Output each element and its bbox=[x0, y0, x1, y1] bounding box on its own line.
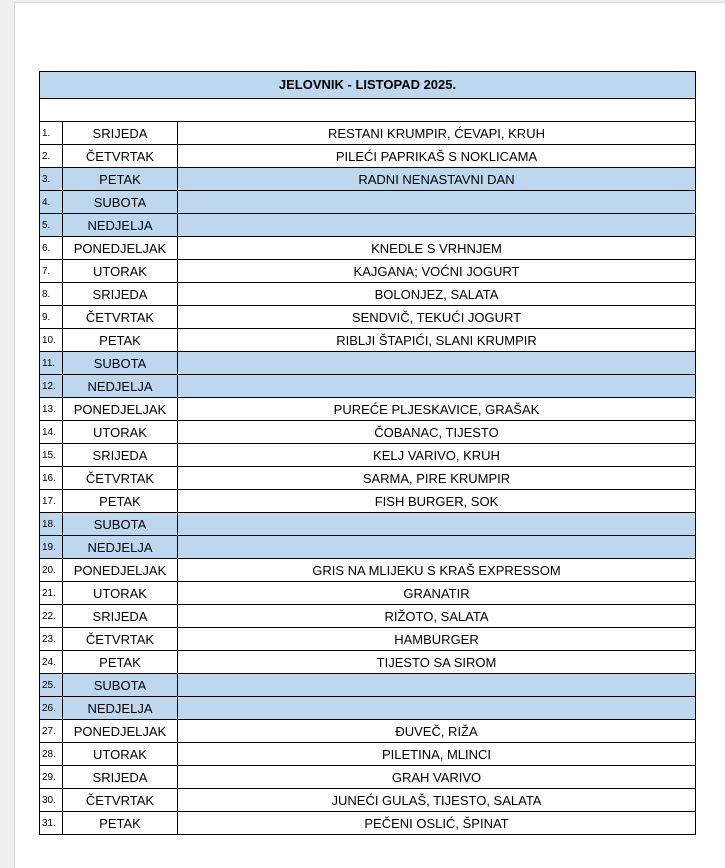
weekday: SRIJEDA bbox=[63, 122, 178, 145]
weekday: PETAK bbox=[63, 812, 178, 835]
day-number: 22. bbox=[40, 605, 63, 628]
meal: RESTANI KRUMPIR, ĆEVAPI, KRUH bbox=[178, 122, 696, 145]
weekday: SRIJEDA bbox=[63, 283, 178, 306]
day-number: 26. bbox=[40, 697, 63, 720]
day-number: 23. bbox=[40, 628, 63, 651]
weekday: PETAK bbox=[63, 651, 178, 674]
menu-row bbox=[40, 237, 696, 260]
menu-row bbox=[40, 329, 696, 352]
day-number: 13. bbox=[40, 398, 63, 421]
day-number: 3. bbox=[40, 168, 63, 191]
meal: GRANATIR bbox=[178, 582, 696, 605]
meal: PUREĆE PLJESKAVICE, GRAŠAK bbox=[178, 398, 696, 421]
day-number: 19. bbox=[40, 536, 63, 559]
menu-row bbox=[40, 306, 696, 329]
meal bbox=[178, 536, 696, 559]
day-number: 29. bbox=[40, 766, 63, 789]
day-number: 28. bbox=[40, 743, 63, 766]
weekday: NEDJELJA bbox=[63, 375, 178, 398]
menu-row bbox=[40, 651, 696, 674]
weekday: SRIJEDA bbox=[63, 766, 178, 789]
menu-row bbox=[40, 191, 696, 214]
weekday: PONEDJELJAK bbox=[63, 720, 178, 743]
menu-row bbox=[40, 421, 696, 444]
weekday: PETAK bbox=[63, 329, 178, 352]
menu-row bbox=[40, 789, 696, 812]
day-number: 24. bbox=[40, 651, 63, 674]
menu-row bbox=[40, 214, 696, 237]
weekday: SUBOTA bbox=[63, 191, 178, 214]
day-number: 17. bbox=[40, 490, 63, 513]
meal: BOLONJEZ, SALATA bbox=[178, 283, 696, 306]
meal: GRIS NA MLIJEKU S KRAŠ EXPRESSOM bbox=[178, 559, 696, 582]
meal: PILEĆI PAPRIKAŠ S NOKLICAMA bbox=[178, 145, 696, 168]
weekday: SUBOTA bbox=[63, 513, 178, 536]
weekday: ČETVRTAK bbox=[63, 789, 178, 812]
day-number: 14. bbox=[40, 421, 63, 444]
menu-row bbox=[40, 398, 696, 421]
meal: RIŽOTO, SALATA bbox=[178, 605, 696, 628]
weekday: PONEDJELJAK bbox=[63, 559, 178, 582]
weekday: SUBOTA bbox=[63, 674, 178, 697]
meal: PEČENI OSLIĆ, ŠPINAT bbox=[178, 812, 696, 835]
meal bbox=[178, 513, 696, 536]
day-number: 6. bbox=[40, 237, 63, 260]
weekday: NEDJELJA bbox=[63, 697, 178, 720]
meal: HAMBURGER bbox=[178, 628, 696, 651]
meal: RADNI NENASTAVNI DAN bbox=[178, 168, 696, 191]
day-number: 4. bbox=[40, 191, 63, 214]
day-number: 21. bbox=[40, 582, 63, 605]
menu-table bbox=[39, 71, 696, 835]
menu-row bbox=[40, 766, 696, 789]
menu-row bbox=[40, 536, 696, 559]
day-number: 2. bbox=[40, 145, 63, 168]
document-page bbox=[14, 2, 725, 868]
meal bbox=[178, 375, 696, 398]
weekday: UTORAK bbox=[63, 260, 178, 283]
day-number: 5. bbox=[40, 214, 63, 237]
weekday: PETAK bbox=[63, 490, 178, 513]
menu-row bbox=[40, 168, 696, 191]
day-number: 11. bbox=[40, 352, 63, 375]
weekday: UTORAK bbox=[63, 582, 178, 605]
meal bbox=[178, 697, 696, 720]
menu-row bbox=[40, 513, 696, 536]
weekday: PONEDJELJAK bbox=[63, 237, 178, 260]
menu-row bbox=[40, 467, 696, 490]
menu-row bbox=[40, 812, 696, 835]
menu-title: JELOVNIK - LISTOPAD 2025. bbox=[40, 72, 696, 99]
menu-row bbox=[40, 490, 696, 513]
day-number: 10. bbox=[40, 329, 63, 352]
weekday: ČETVRTAK bbox=[63, 628, 178, 651]
menu-row bbox=[40, 674, 696, 697]
meal: SENDVIČ, TEKUĆI JOGURT bbox=[178, 306, 696, 329]
menu-row bbox=[40, 352, 696, 375]
menu-row bbox=[40, 582, 696, 605]
menu-row bbox=[40, 122, 696, 145]
weekday: NEDJELJA bbox=[63, 214, 178, 237]
menu-row bbox=[40, 697, 696, 720]
day-number: 12. bbox=[40, 375, 63, 398]
menu-row bbox=[40, 743, 696, 766]
meal: FISH BURGER, SOK bbox=[178, 490, 696, 513]
weekday: PETAK bbox=[63, 168, 178, 191]
weekday: ČETVRTAK bbox=[63, 306, 178, 329]
menu-row bbox=[40, 260, 696, 283]
day-number: 20. bbox=[40, 559, 63, 582]
day-number: 16. bbox=[40, 467, 63, 490]
menu-row bbox=[40, 720, 696, 743]
weekday: SRIJEDA bbox=[63, 605, 178, 628]
weekday: SRIJEDA bbox=[63, 444, 178, 467]
meal: JUNEĆI GULAŠ, TIJESTO, SALATA bbox=[178, 789, 696, 812]
day-number: 18. bbox=[40, 513, 63, 536]
menu-row bbox=[40, 145, 696, 168]
menu-row bbox=[40, 559, 696, 582]
weekday: UTORAK bbox=[63, 743, 178, 766]
day-number: 31. bbox=[40, 812, 63, 835]
menu-row bbox=[40, 283, 696, 306]
weekday: SUBOTA bbox=[63, 352, 178, 375]
meal: GRAH VARIVO bbox=[178, 766, 696, 789]
weekday: ČETVRTAK bbox=[63, 145, 178, 168]
meal: SARMA, PIRE KRUMPIR bbox=[178, 467, 696, 490]
day-number: 9. bbox=[40, 306, 63, 329]
meal: KELJ VARIVO, KRUH bbox=[178, 444, 696, 467]
day-number: 15. bbox=[40, 444, 63, 467]
blank-row bbox=[40, 99, 696, 122]
meal: KNEDLE S VRHNJEM bbox=[178, 237, 696, 260]
day-number: 27. bbox=[40, 720, 63, 743]
meal: TIJESTO SA SIROM bbox=[178, 651, 696, 674]
weekday: NEDJELJA bbox=[63, 536, 178, 559]
meal: PILETINA, MLINCI bbox=[178, 743, 696, 766]
day-number: 25. bbox=[40, 674, 63, 697]
meal bbox=[178, 191, 696, 214]
meal bbox=[178, 352, 696, 375]
day-number: 8. bbox=[40, 283, 63, 306]
day-number: 30. bbox=[40, 789, 63, 812]
weekday: PONEDJELJAK bbox=[63, 398, 178, 421]
weekday: ČETVRTAK bbox=[63, 467, 178, 490]
meal bbox=[178, 674, 696, 697]
meal: RIBLJI ŠTAPIĆI, SLANI KRUMPIR bbox=[178, 329, 696, 352]
menu-row bbox=[40, 605, 696, 628]
meal: ĐUVEČ, RIŽA bbox=[178, 720, 696, 743]
meal bbox=[178, 214, 696, 237]
meal: KAJGANA; VOĆNI JOGURT bbox=[178, 260, 696, 283]
menu-row bbox=[40, 375, 696, 398]
menu-row bbox=[40, 628, 696, 651]
day-number: 7. bbox=[40, 260, 63, 283]
weekday: UTORAK bbox=[63, 421, 178, 444]
meal: ČOBANAC, TIJESTO bbox=[178, 421, 696, 444]
day-number: 1. bbox=[40, 122, 63, 145]
menu-row bbox=[40, 444, 696, 467]
